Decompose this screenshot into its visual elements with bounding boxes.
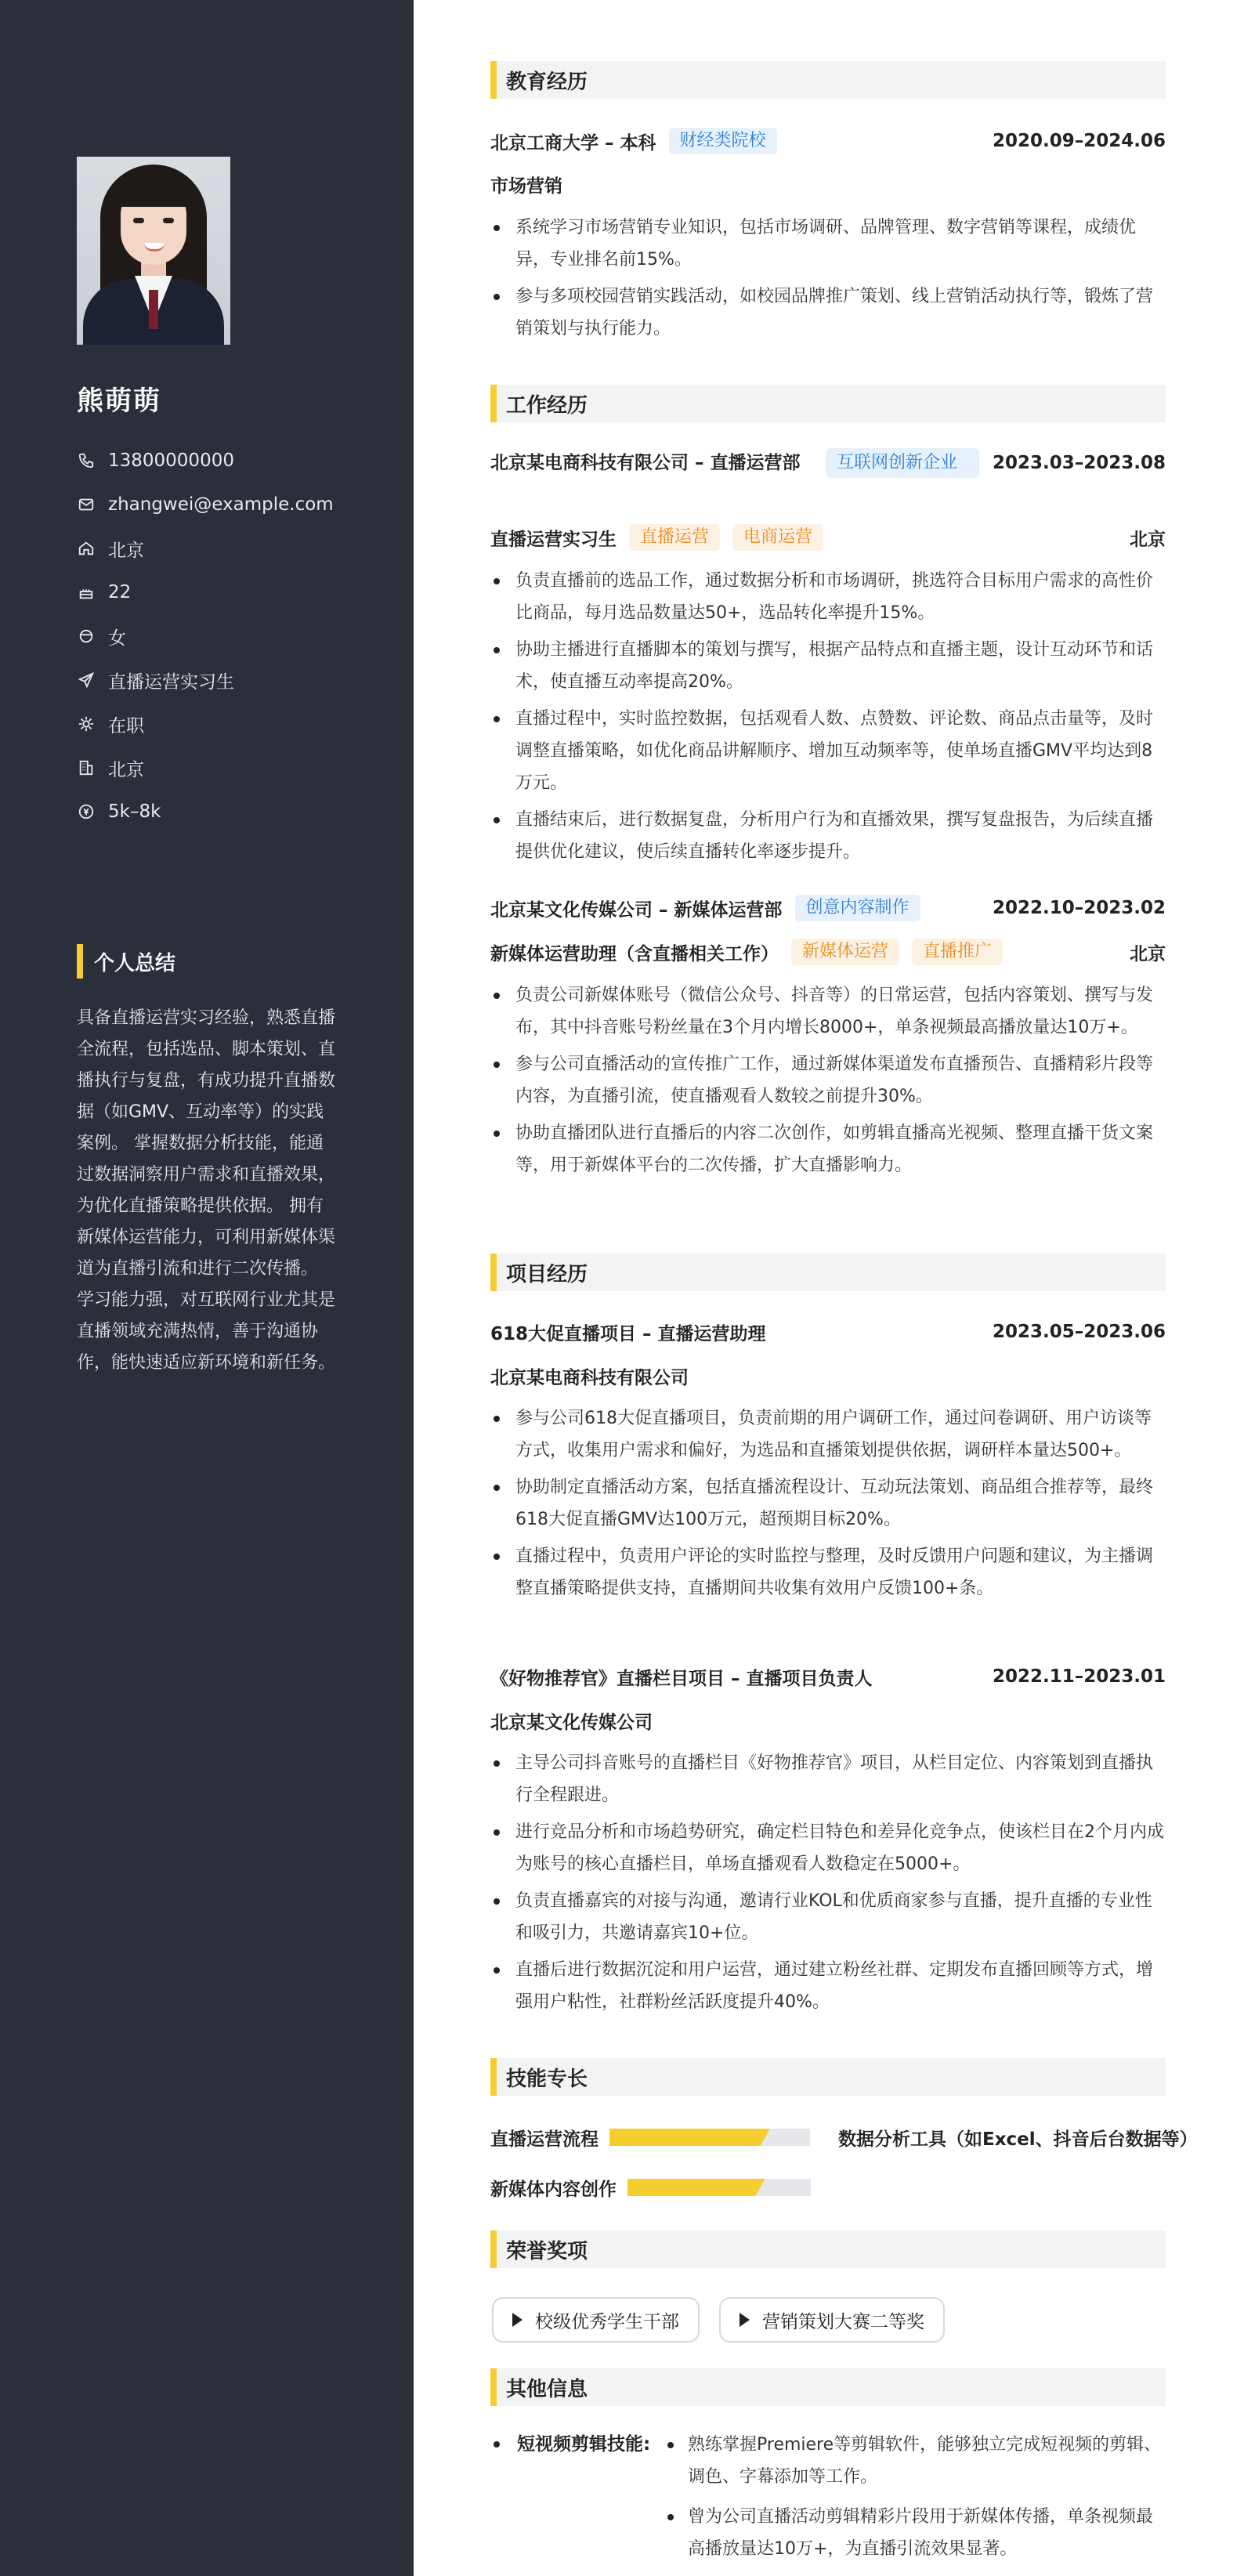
list-item: 参与公司直播活动的宣传推广工作，通过新媒体渠道发布直播预告、直播精彩片段等内容，为直播引流，使直播观看人数较之前提升30%。 (490, 1048, 1166, 1113)
summary-heading: 个人总结 (77, 942, 175, 980)
role-tag: 直播运营 (629, 524, 720, 551)
job-bullets (490, 565, 1166, 873)
list-item: 熟练掌握Premiere等剪辑软件，能够独立完成短视频的剪辑、调色、字幕添加等工作。 (664, 2429, 1166, 2493)
list-item: 参与公司618大促直播项目，负责前期的用户调研工作，通过问卷调研、用户访谈等方式，收集用户需求和偏好，为选品和直播策划提供依据，调研样本量达500+。 (490, 1402, 1166, 1467)
company-tag: 创意内容制作 (795, 895, 920, 921)
contact-text: 13800000000 (108, 450, 234, 471)
contact-home (77, 526, 390, 570)
job-bullets (490, 979, 1166, 1186)
job-date: 2022.10–2023.02 (992, 898, 1166, 918)
skill-item (490, 2172, 811, 2203)
building-icon (77, 758, 96, 777)
list-item: 系统学习市场营销专业知识，包括市场调研、品牌管理、数字营销等课程，成绩优异，专业排名前15%。 (490, 212, 1166, 276)
role-tag: 新媒体运营 (791, 939, 899, 965)
project-bullets (490, 1402, 1166, 1609)
list-item: 直播后进行数据沉淀和用户运营，通过建立粉丝社群、定期发布直播回顾等方式，增强用户粘性，社群粉丝活跃度提升40%。 (490, 1954, 1166, 2018)
education-header (490, 125, 1166, 157)
project-org-row (490, 1360, 1166, 1391)
contact-email (77, 483, 390, 526)
section-skills-heading: 技能专长 (490, 2058, 1166, 2096)
project-date: 2022.11–2023.01 (992, 1666, 1166, 1687)
contact-salary (77, 790, 390, 834)
skill-item (490, 2122, 810, 2153)
major: 市场营销 (490, 175, 562, 197)
list-item: 直播过程中，负责用户评论的实时监控与整理，及时反馈用户问题和建议，为主播调整直播策略提供支持，直播期间共收集有效用户反馈100+条。 (490, 1540, 1166, 1605)
contact-text: 22 (108, 582, 132, 602)
cake-icon (77, 583, 96, 602)
skill-bar (609, 2129, 810, 2146)
role-tag: 电商运营 (732, 524, 823, 551)
skill-item (838, 2122, 1198, 2153)
list-item: 进行竞品分析和市场趋势研究，确定栏目特色和差异化竞争点，使该栏目在2个月内成为账号的核心直播栏目，单场直播观看人数稳定在5000+。 (490, 1816, 1166, 1880)
education-major-row (490, 168, 1166, 200)
job-city: 北京 (1130, 529, 1166, 550)
profile-name: 熊萌萌 (77, 385, 161, 417)
contact-text: 在职 (108, 715, 144, 736)
home-icon (77, 539, 96, 558)
contact-phone (77, 439, 390, 483)
gender-icon (77, 627, 96, 646)
school-tag: 财经类院校 (669, 128, 777, 154)
job-role-row (490, 522, 1166, 553)
list-item: 负责公司新媒体账号（微信公众号、抖音等）的日常运营，包括内容策划、撰写与发布，其中抖音账号粉丝量在3个月内增长8000+，单条视频最高播放量达10万+。 (490, 979, 1166, 1044)
job-date: 2023.03–2023.08 (992, 453, 1166, 473)
play-icon (740, 2313, 750, 2327)
other-label: 短视频剪辑技能: (517, 2434, 651, 2455)
job-role: 直播运营实习生 (490, 529, 617, 550)
send-icon (77, 671, 96, 689)
contact-age (77, 570, 390, 614)
school-name: 北京工商大学 – 本科 (490, 132, 656, 154)
honor-badge (492, 2297, 700, 2343)
skill-name: 新媒体内容创作 (490, 2179, 617, 2200)
honor-label: 营销策划大赛二等奖 (762, 2311, 924, 2332)
contact-text: 直播运营实习生 (108, 671, 234, 693)
contact-text: 5k–8k (108, 801, 161, 822)
project-name: 《好物推荐官》直播栏目项目 – 直播项目负责人 (490, 1668, 873, 1689)
status-icon (77, 715, 96, 733)
list-item: 负责直播前的选品工作，通过数据分析和市场调研，挑选符合目标用户需求的高性价比商品，每月选品数量达50+，选品转化率提升15%。 (490, 565, 1166, 629)
list-item: 协助主播进行直播脚本的策划与撰写，根据产品特点和直播主题，设计互动环节和话术，使直播互动率提高20%。 (490, 634, 1166, 698)
project-date: 2023.05–2023.06 (992, 1322, 1166, 1342)
project-bullets (490, 1747, 1166, 2023)
company-name: 北京某文化传媒公司 – 新媒体运营部 (490, 899, 783, 921)
company-name: 北京某电商科技有限公司 – 直播运营部 (490, 453, 801, 473)
other-bullets (664, 2429, 1166, 2573)
project-header (490, 1316, 1166, 1348)
list-item: 协助制定直播活动方案，包括直播流程设计、互动玩法策划、商品组合推荐等，最终618大促直播GMV达100万元，超预期目标20%。 (490, 1471, 1166, 1536)
list-item: 直播结束后，进行数据复盘，分析用户行为和直播效果，撰写复盘报告，为后续直播提供优化建议，使后续直播转化率逐步提升。 (490, 804, 1166, 868)
contact-city (77, 746, 390, 790)
section-projects-heading: 项目经历 (490, 1254, 1166, 1291)
profile-photo (77, 157, 230, 345)
job-header (490, 448, 1166, 508)
contact-gender (77, 614, 390, 658)
contact-text: 北京 (108, 540, 144, 561)
section-other-heading: 其他信息 (490, 2368, 1166, 2406)
mail-icon (77, 495, 96, 514)
contact-text: 女 (108, 628, 126, 649)
project-header (490, 1661, 1166, 1692)
skill-name: 直播运营流程 (490, 2129, 598, 2150)
project-name: 618大促直播项目 – 直播运营助理 (490, 1323, 766, 1344)
contact-text: 北京 (108, 759, 144, 780)
education-date: 2020.09–2024.06 (992, 131, 1166, 151)
play-icon (512, 2313, 523, 2327)
section-honors-heading: 荣誉奖项 (490, 2230, 1166, 2268)
job-role: 新媒体运营助理（含直播相关工作） (490, 943, 779, 964)
sidebar (0, 0, 414, 2576)
list-item: 参与多项校园营销实践活动，如校园品牌推广策划、线上营销活动执行等，锻炼了营销策划与执行能力。 (490, 280, 1166, 345)
project-org: 北京某文化传媒公司 (490, 1712, 653, 1733)
list-item: 直播过程中，实时监控数据，包括观看人数、点赞数、评论数、商品点击量等，及时调整直播策略，如优化商品讲解顺序、增加互动频率等，使单场直播GMV平均达到8万元。 (490, 703, 1166, 799)
section-work-heading: 工作经历 (490, 385, 1166, 422)
salary-icon (77, 802, 96, 821)
skill-name: 数据分析工具（如Excel、抖音后台数据等） (838, 2129, 1198, 2150)
list-item: 负责直播嘉宾的对接与沟通，邀请行业KOL和优质商家参与直播，提升直播的专业性和吸引力，共邀请嘉宾10+位。 (490, 1885, 1166, 1949)
list-item: 协助直播团队进行直播后的内容二次创作，如剪辑直播高光视频、整理直播干货文案等，用于新媒体平台的二次传播，扩大直播影响力。 (490, 1117, 1166, 1181)
phone-icon (77, 451, 96, 470)
summary-text: 具备直播运营实习经验，熟悉直播全流程，包括选品、脚本策划、直播执行与复盘，有成功提升直播数据（如GMV、互动率等）的实践案例。 掌握数据分析技能，能通过数据洞察用户需求和直播效果，为优化直播策略提供依据。 拥有新媒体运营能力，可利用新媒体渠道为直播引流和进行二次传播。 学习能力强，对互联网行业尤其是直播领域充满热情，善于沟通协作，能快速适应新环境和新任务。 (77, 1008, 336, 1373)
list-item: 主导公司抖音账号的直播栏目《好物推荐官》项目，从栏目定位、内容策划到直播执行全程跟进。 (490, 1747, 1166, 1811)
contact-text: zhangwei@example.com (108, 494, 334, 515)
company-tag: 互联网创新企业 (826, 448, 979, 478)
education-bullets (490, 212, 1166, 349)
project-org-row (490, 1705, 1166, 1736)
section-education-heading: 教育经历 (490, 61, 1166, 99)
honor-label: 校级优秀学生干部 (535, 2311, 679, 2332)
job-city: 北京 (1130, 943, 1166, 964)
project-org: 北京某电商科技有限公司 (490, 1367, 689, 1388)
list-item: 曾为公司直播活动剪辑精彩片段用于新媒体传播，单条视频最高播放量达10万+，为直播引流效果显著。 (664, 2501, 1166, 2565)
contact-status (77, 702, 390, 746)
job-role-row (490, 936, 1166, 968)
role-tag: 直播推广 (912, 939, 1003, 965)
contact-position (77, 658, 390, 702)
skill-bar (627, 2179, 811, 2196)
contact-list (77, 439, 390, 834)
job-header (490, 892, 1166, 924)
honor-badge (719, 2297, 945, 2343)
